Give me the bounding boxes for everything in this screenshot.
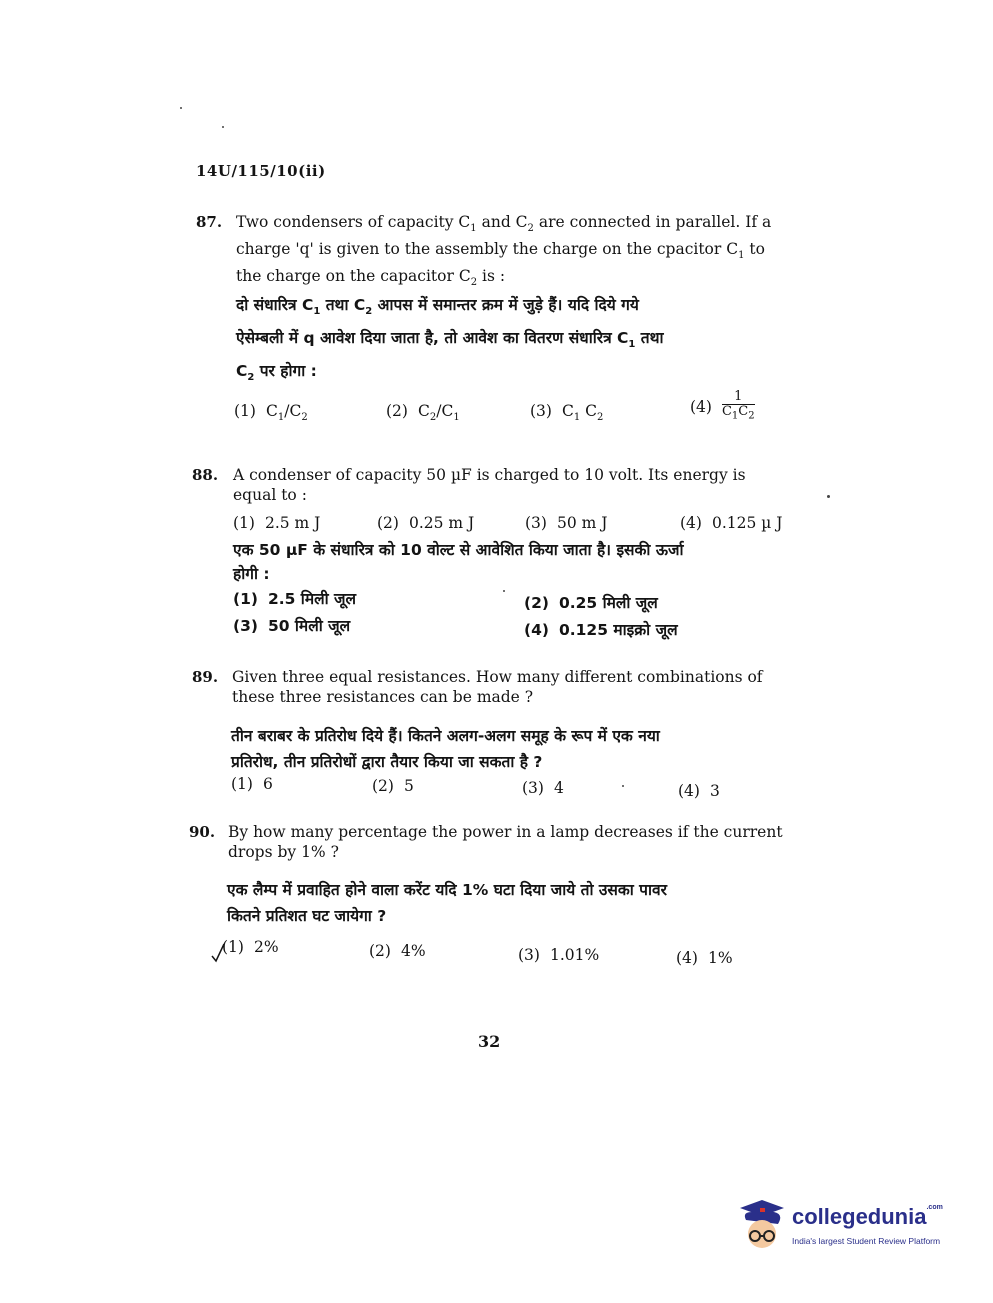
logo-wordmark: collegedunia$^{.com}$: [792, 1204, 943, 1229]
q88-option-2-en: (2) 0.25 m J: [377, 514, 475, 532]
question-90: [189, 822, 215, 841]
question-87-hindi: दो संधारित्र $C_1$ तथा $C_2$ आपस में समान्तर क्रम में जुड़े हैं। यदि दिये गये ऐसेम्बली में q आवेश दिया जाता है, तो आवेश का वितरण संधारित्र $C_1$ तथा $C_2$ पर होगा :: [236, 296, 664, 384]
question-90-hindi: एक लैम्प में प्रवाहित होने वाला करेंट यदि 1% घटा दिया जाये तो उसका पावर कितने प्रतिशत घट जायेगा ?: [227, 881, 667, 925]
paper-code: 14U/115/10(ii): [196, 162, 326, 180]
question-89-english: Given three equal resistances. How many different combinations of these three resistances can be made ?: [232, 668, 763, 706]
q89-option-3: (3) 4: [522, 779, 564, 797]
logo-tagline: India's largest Student Review Platform: [792, 1236, 941, 1246]
q87-option-4: (4) $\frac{1}{C_1C_2}$: [690, 389, 755, 422]
scan-speck: [827, 495, 830, 498]
question-87: [196, 212, 222, 231]
scan-speck: [503, 590, 505, 592]
q87-option-2: (2) $C_2/C_1$: [386, 402, 460, 424]
scan-speck: [180, 107, 182, 109]
mascot-icon: [734, 1198, 790, 1258]
question-88-hindi: एक 50 µF के संधारित्र को 10 वोल्ट से आवेशित किया जाता है। इसकी ऊर्जा होगी :: [233, 541, 684, 583]
q88-option-1-en: (1) 2.5 m J: [233, 514, 321, 532]
question-90-english: By how many percentage the power in a lamp decreases if the current drops by 1% ?: [228, 823, 783, 861]
question-89: [192, 667, 218, 686]
question-88: [192, 465, 218, 484]
q87-option-3: (3) $C_1$ $C_2$: [530, 402, 604, 424]
scan-speck: [622, 785, 624, 787]
q90-option-4: (4) 1%: [676, 949, 733, 967]
question-number: 90.: [189, 823, 216, 841]
collegedunia-logo: [734, 1198, 964, 1258]
question-88-english: A condenser of capacity 50 µF is charged to 10 volt. Its energy is equal to :: [233, 466, 746, 504]
q89-option-2: (2) 5: [372, 777, 414, 795]
q88-option-1-hi: (1) 2.5 मिली जूल: [233, 590, 357, 608]
question-87-english: Two condensers of capacity $C_1$ and $C_2$ are connected in parallel. If a charge 'q' is given to the assembly the charge on the cpacitor $C_1$ to the charge on the capacitor $C_2$ is :: [236, 213, 772, 289]
q88-option-2-hi: (2) 0.25 मिली जूल: [524, 594, 658, 612]
tick-mark-icon: [210, 942, 226, 964]
q90-option-1: (1) 2%: [222, 938, 279, 956]
question-89-hindi: तीन बराबर के प्रतिरोध दिये हैं। कितने अलग-अलग समूह के रूप में एक नया प्रतिरोध, तीन प्रतिरोधों द्वारा तैयार किया जा सकता है ?: [231, 727, 660, 771]
q88-option-4-en: (4) 0.125 µ J: [680, 514, 783, 532]
q88-option-3-en: (3) 50 m J: [525, 514, 608, 532]
page-number: 32: [478, 1032, 501, 1051]
q88-option-4-hi: (4) 0.125 माइक्रो जूल: [524, 621, 678, 639]
scan-speck: [222, 126, 224, 128]
q89-option-1: (1) 6: [231, 775, 273, 793]
q90-option-3: (3) 1.01%: [518, 946, 600, 964]
question-number: 88.: [192, 466, 219, 484]
fraction: $\frac{1}{C_1C_2}$: [721, 389, 755, 422]
q89-option-4: (4) 3: [678, 782, 720, 800]
question-number: 89.: [192, 668, 219, 686]
q88-option-3-hi: (3) 50 मिली जूल: [233, 617, 351, 635]
q87-option-1: (1) $C_1/C_2$: [234, 402, 308, 424]
question-number: 87.: [196, 213, 223, 231]
q90-option-2: (2) 4%: [369, 942, 426, 960]
